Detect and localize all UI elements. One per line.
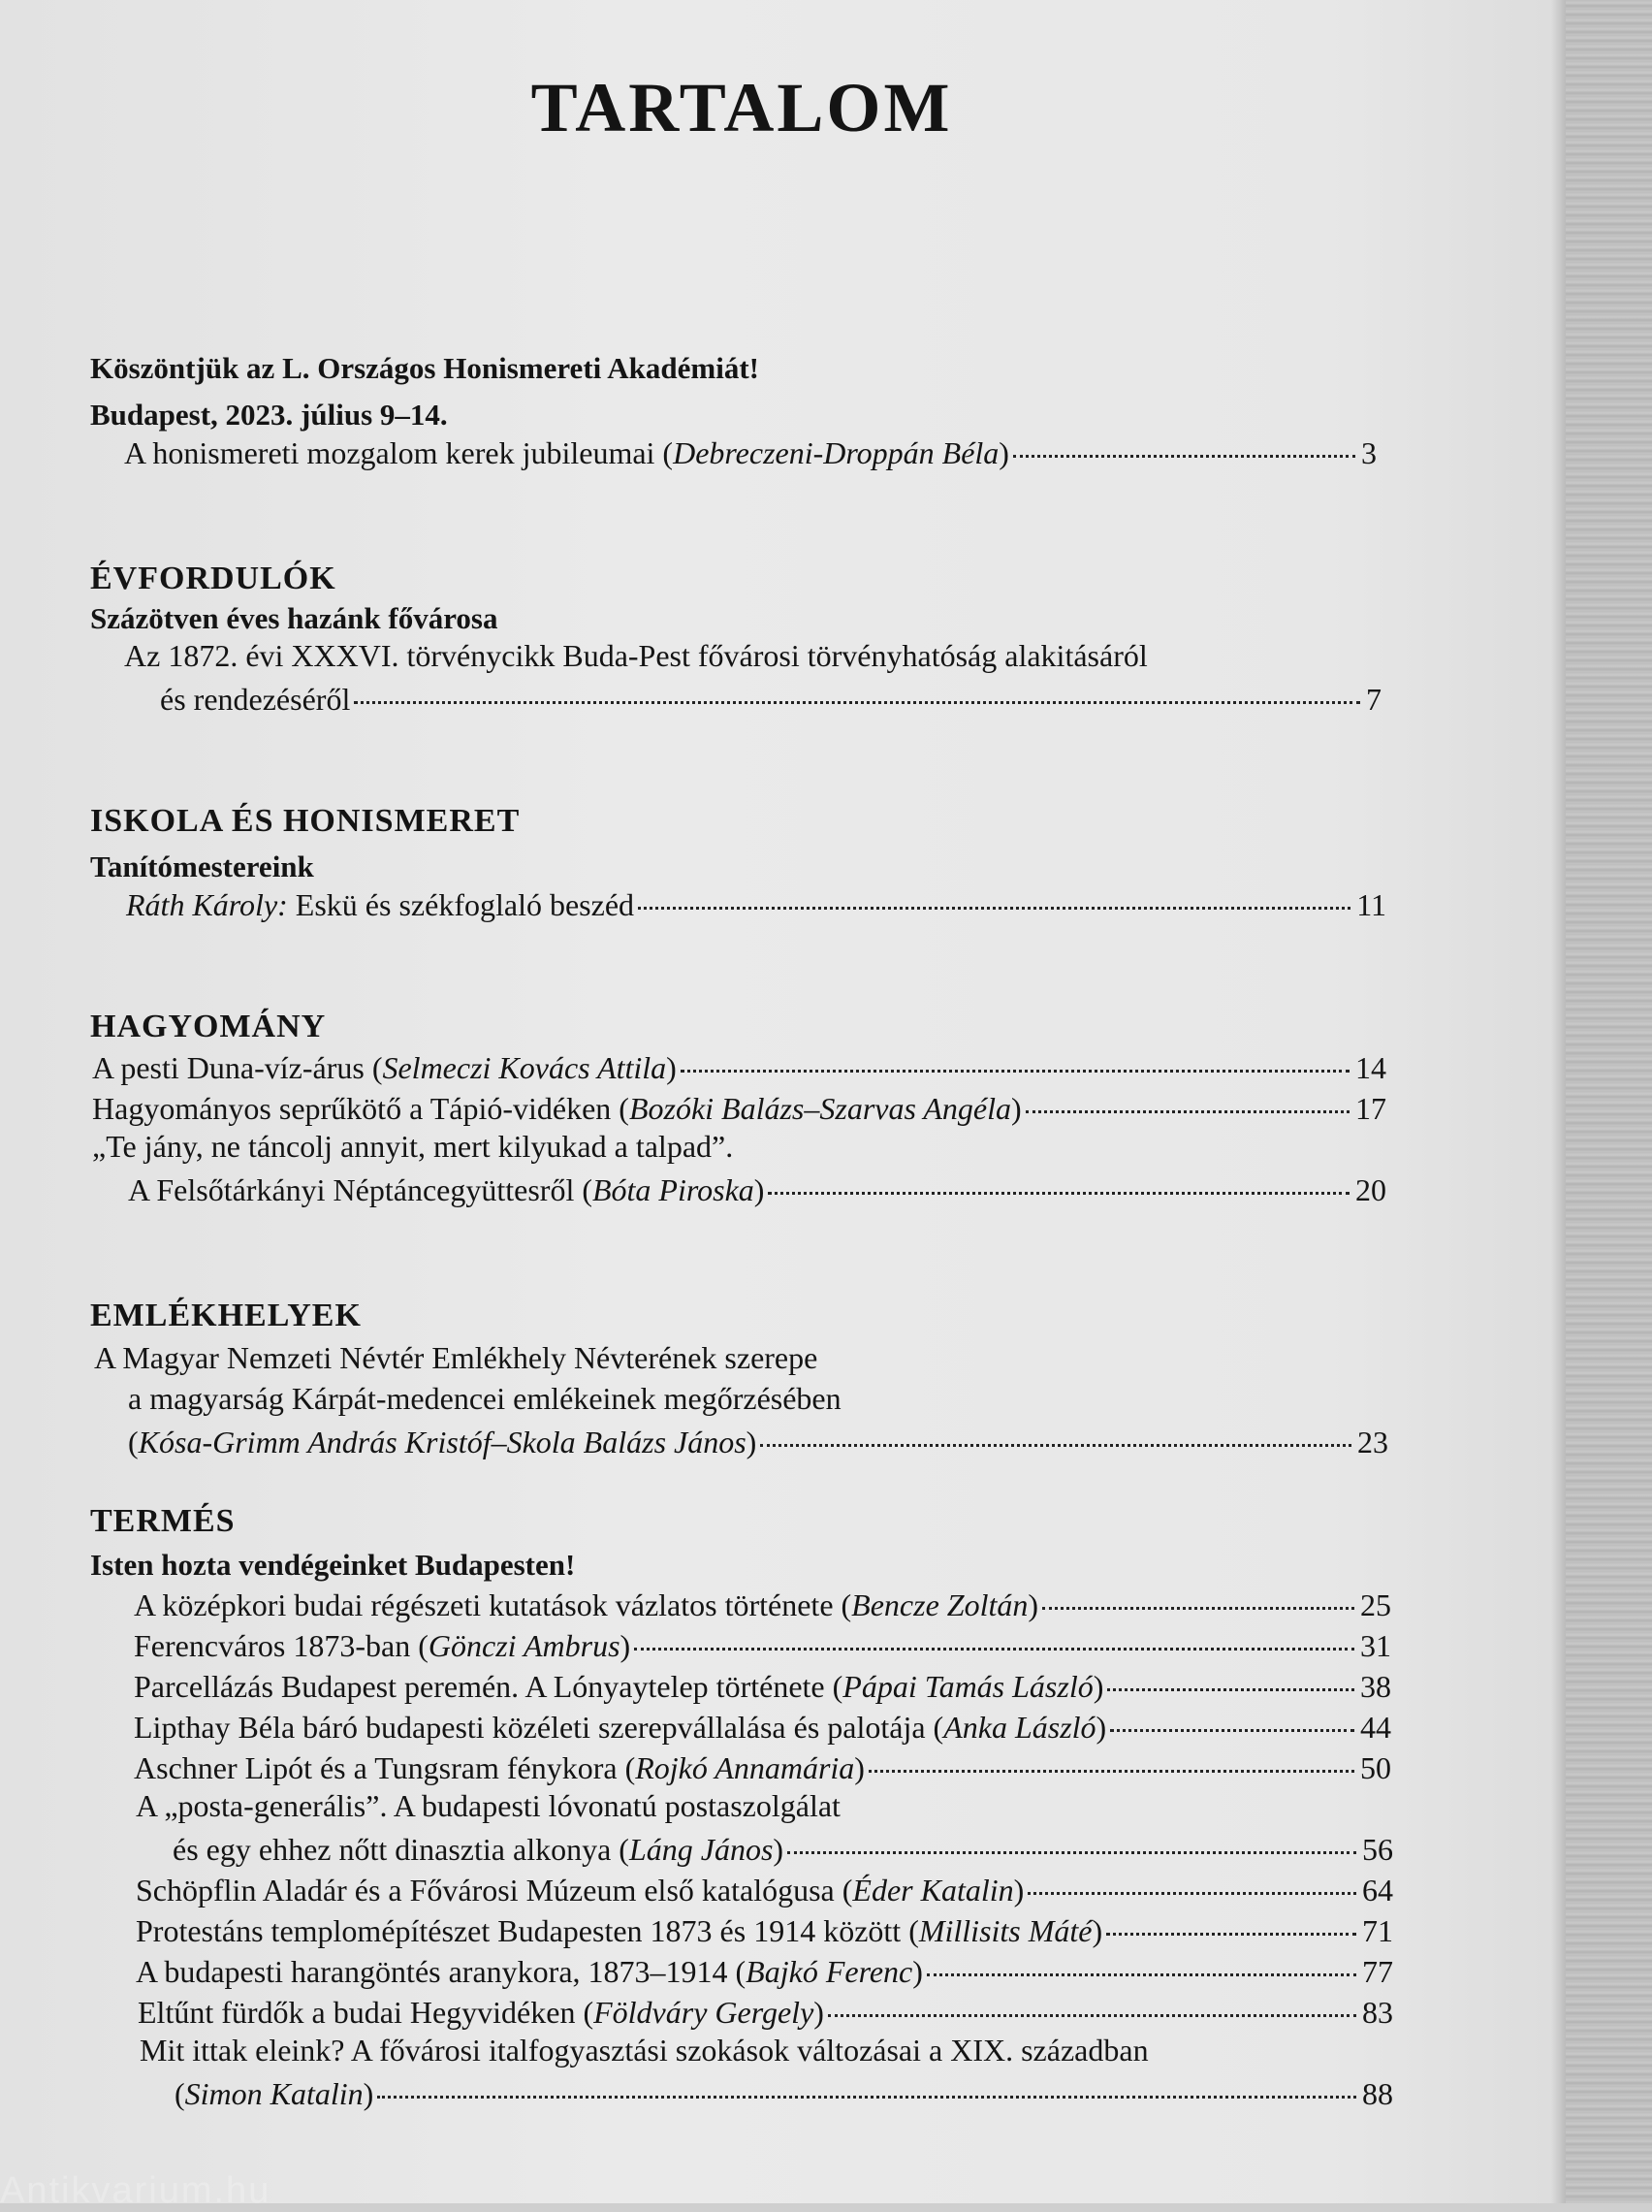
toc-entry[interactable]: A pesti Duna-víz-árus (Selmeczi Kovács Attila) 14 xyxy=(92,1047,1386,1086)
page-number: 23 xyxy=(1357,1424,1388,1459)
toc-entry[interactable]: Ráth Károly: Eskü és székfoglaló beszéd 11 xyxy=(126,884,1386,923)
dot-leader xyxy=(377,2068,1356,2099)
toc-entry[interactable]: Lipthay Béla báró budapesti közéleti szerepvállalása és palotája (Anka László) 44 xyxy=(134,1707,1391,1746)
page-number: 88 xyxy=(1362,2075,1393,2111)
page-number: 7 xyxy=(1366,681,1382,717)
entry-author: Rojkó Annamária xyxy=(635,1749,855,1785)
toc-entry[interactable]: Schöpflin Aladár és a Fővárosi Múzeum első katalógusa (Éder Katalin) 64 xyxy=(136,1870,1393,1908)
toc-entry-line[interactable]: A Magyar Nemzeti Névtér Emlékhely Névterének szerepe xyxy=(94,1340,818,1375)
page-number: 11 xyxy=(1356,886,1386,922)
watermark: Antikvarium.hu xyxy=(0,2170,271,2211)
entry-author: Ráth Károly: xyxy=(126,886,288,922)
section-subheading: Tanítómestereink xyxy=(90,850,314,883)
toc-entry[interactable]: Ferencváros 1873-ban (Gönczi Ambrus) 31 xyxy=(134,1625,1391,1664)
page-number: 38 xyxy=(1360,1668,1391,1704)
section-heading-termes: TERMÉS xyxy=(90,1503,236,1539)
toc-entry[interactable]: és egy ehhez nőtt dinasztia alkonya (Láng János) 56 xyxy=(173,1829,1393,1868)
section-subheading: Százötven éves hazánk fővárosa xyxy=(90,601,498,635)
page-number: 77 xyxy=(1362,1953,1393,1989)
dot-leader xyxy=(1013,427,1355,458)
entry-author: Bencze Zoltán xyxy=(851,1587,1029,1622)
entry-author: Pápai Tamás László xyxy=(842,1668,1094,1704)
entry-author: Bóta Piroska xyxy=(591,1171,754,1207)
section-heading-iskola: ISKOLA ÉS HONISMERET xyxy=(90,803,521,839)
dot-leader xyxy=(1028,1864,1356,1895)
dot-leader xyxy=(927,1945,1356,1976)
toc-entry[interactable]: Parcellázás Budapest peremén. A Lónyaytelep története (Pápai Tamás László) 38 xyxy=(134,1666,1391,1705)
section-heading-emlekhelyek: EMLÉKHELYEK xyxy=(90,1298,362,1333)
dot-leader xyxy=(634,1619,1354,1651)
entry-author: Anka László xyxy=(943,1709,1096,1745)
entry-author: Simon Katalin xyxy=(184,2075,364,2111)
page-number: 71 xyxy=(1362,1912,1393,1948)
toc-entry-line[interactable]: a magyarság Kárpát-medencei emlékeinek megőrzésében xyxy=(128,1381,842,1416)
page-stack-edge xyxy=(1566,0,1652,2203)
dot-leader xyxy=(681,1042,1350,1073)
page-number: 17 xyxy=(1355,1090,1386,1126)
entry-author: Gönczi Ambrus xyxy=(428,1627,620,1663)
page-number: 25 xyxy=(1360,1587,1391,1622)
dot-leader xyxy=(1110,1701,1354,1732)
dot-leader xyxy=(869,1742,1354,1773)
entry-author: Bajkó Ferenc xyxy=(746,1953,913,1989)
toc-entry-line[interactable]: Az 1872. évi XXXVI. törvénycikk Buda-Pest fővárosi törvényhatóság alakitásáról xyxy=(124,638,1148,673)
entry-author: Bozóki Balázs–Szarvas Angéla xyxy=(628,1090,1011,1126)
page-number: 50 xyxy=(1360,1749,1391,1785)
toc-entry-line[interactable]: Mit ittak eleink? A fővárosi italfogyasztási szokások változásai a XIX. században xyxy=(140,2033,1149,2068)
dot-leader xyxy=(1107,1660,1354,1691)
dot-leader xyxy=(828,1986,1356,2017)
toc-entry-line[interactable]: A „posta-generális”. A budapesti lóvonatú postaszolgálat xyxy=(136,1788,841,1823)
entry-author: Láng János xyxy=(628,1831,774,1867)
entry-author: Kósa-Grimm András Kristóf–Skola Balázs János xyxy=(138,1424,747,1459)
toc-entry[interactable]: és rendezéséről 7 xyxy=(160,679,1382,718)
entry-author: Selmeczi Kovács Attila xyxy=(382,1049,667,1085)
section-subheading: Isten hozta vendégeinket Budapesten! xyxy=(90,1548,576,1582)
toc-entry[interactable]: A Felsőtárkányi Néptáncegyüttesről (Bóta Piroska) 20 xyxy=(128,1170,1386,1208)
dot-leader xyxy=(1042,1579,1354,1610)
dot-leader xyxy=(787,1823,1356,1854)
dot-leader xyxy=(1026,1082,1350,1113)
entry-author: Millisits Máté xyxy=(918,1912,1093,1948)
page-title: TARTALOM xyxy=(530,69,953,146)
page-number: 14 xyxy=(1355,1049,1386,1085)
page-number: 64 xyxy=(1362,1872,1393,1907)
toc-entry[interactable]: (Kósa-Grimm András Kristóf–Skola Balázs János) 23 xyxy=(128,1422,1388,1460)
section-heading-hagyomany: HAGYOMÁNY xyxy=(90,1009,327,1044)
toc-entry[interactable]: Protestáns templomépítészet Budapesten 1873 és 1914 között (Millisits Máté) 71 xyxy=(136,1910,1393,1949)
toc-entry-line[interactable]: „Te jány, ne táncolj annyit, mert kilyukad a talpad”. xyxy=(92,1129,734,1164)
entry-author: Debreczeni-Droppán Béla xyxy=(673,434,1000,470)
dot-leader xyxy=(638,879,1350,910)
page-number: 56 xyxy=(1362,1831,1393,1867)
dot-leader xyxy=(1106,1905,1356,1936)
page-number: 83 xyxy=(1362,1994,1393,2030)
dot-leader xyxy=(354,673,1360,704)
toc-entry[interactable]: A budapesti harangöntés aranykora, 1873–1914 (Bajkó Ferenc) 77 xyxy=(136,1951,1393,1990)
section-subheading-date: Budapest, 2023. július 9–14. xyxy=(90,398,448,432)
dot-leader xyxy=(760,1416,1351,1447)
toc-entry[interactable]: Hagyományos seprűkötő a Tápió-vidéken (Bozóki Balázs–Szarvas Angéla) 17 xyxy=(92,1088,1386,1127)
toc-entry[interactable]: Eltűnt fürdők a budai Hegyvidéken (Földváry Gergely) 83 xyxy=(138,1992,1393,2031)
dot-leader xyxy=(768,1164,1350,1195)
toc-entry[interactable]: Aschner Lipót és a Tungsram fénykora (Rojkó Annamária) 50 xyxy=(134,1747,1391,1786)
page-number: 3 xyxy=(1361,434,1377,470)
toc-entry[interactable]: A honismereti mozgalom kerek jubileumai (Debreczeni-Droppán Béla) 3 xyxy=(124,433,1377,471)
section-heading-evfordulok: ÉVFORDULÓK xyxy=(90,561,336,596)
toc-entry[interactable]: (Simon Katalin) 88 xyxy=(175,2073,1393,2112)
entry-author: Éder Katalin xyxy=(852,1872,1014,1907)
toc-entry[interactable]: A középkori budai régészeti kutatások vázlatos története (Bencze Zoltán) 25 xyxy=(134,1585,1391,1623)
entry-author: Földváry Gergely xyxy=(593,1994,814,2030)
page-number: 31 xyxy=(1360,1627,1391,1663)
page-number: 44 xyxy=(1360,1709,1391,1745)
section-heading-akademia: Köszöntjük az L. Országos Honismereti Akadémiát! xyxy=(90,351,760,385)
page-number: 20 xyxy=(1355,1171,1386,1207)
